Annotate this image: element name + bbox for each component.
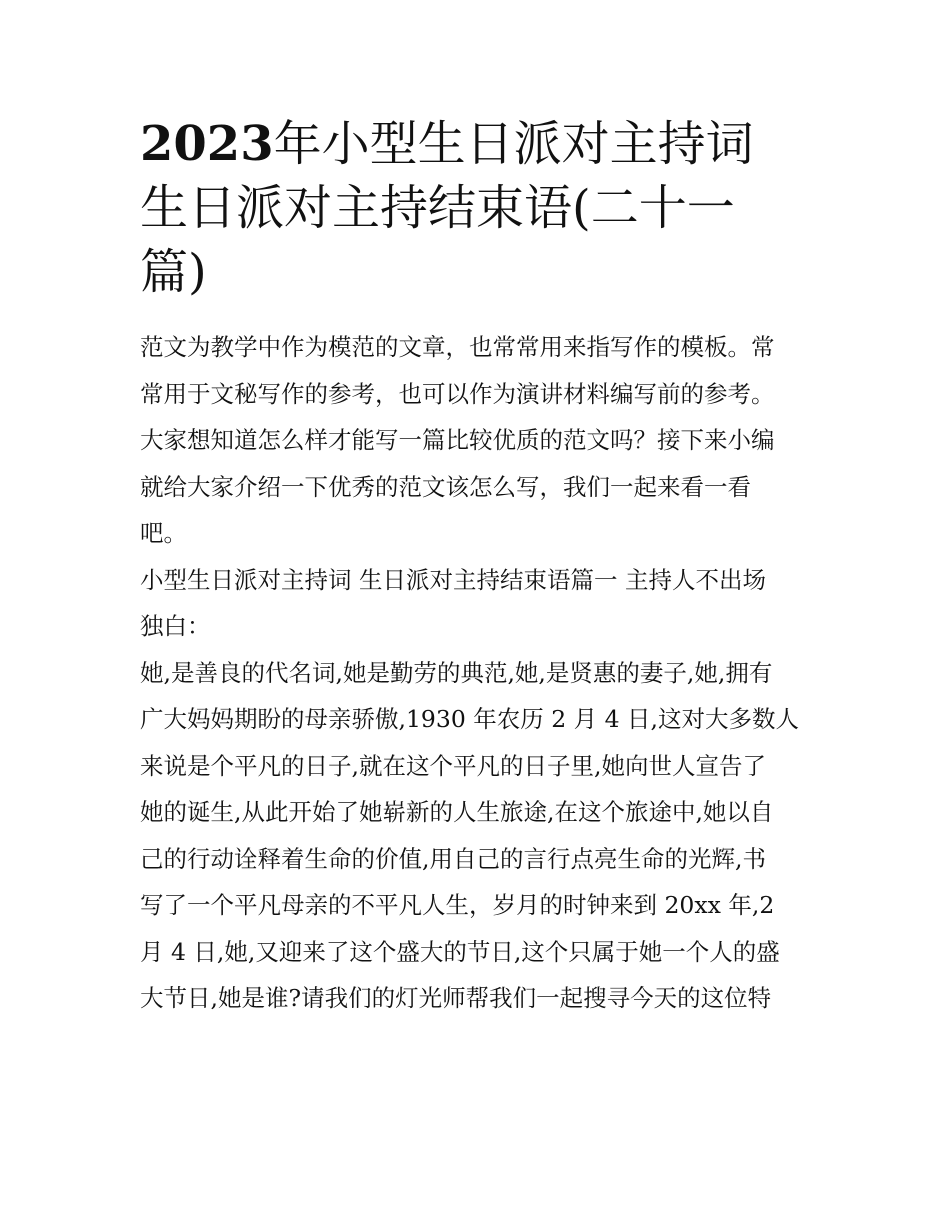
body-line: 她,是善良的代名词,她是勤劳的典范,她,是贤惠的妻子,她,拥有 (140, 658, 773, 687)
body-line: 吧。 (140, 519, 187, 547)
document-page (140, 112, 820, 1022)
body-line: 写了一个平凡母亲的不平凡人生，岁月的时钟来到 20xx 年,2 (140, 891, 775, 919)
body-line: 大节日,她是谁?请我们的灯光师帮我们一起搜寻今天的这位特 (140, 984, 772, 1012)
section-heading-line: 独白： (140, 612, 211, 640)
title-line-1-text: 年小型生日派对主持词 (273, 116, 754, 172)
body-line: 她的诞生,从此开始了她崭新的人生旅途,在这个旅途中,她以自 (140, 798, 774, 826)
title-year: 2023 (140, 116, 274, 172)
title-line-2: 生日派对主持结束语(二十一 (140, 180, 735, 236)
body-line: 月 4 日,她,又迎来了这个盛大的节日,这个只属于她一个人的盛 (140, 937, 780, 966)
document-title (140, 112, 820, 304)
body-line: 广大妈妈期盼的母亲骄傲,1930 年农历 2 月 4 日,这对大多数人 (140, 705, 799, 733)
body-line: 常用于文秘写作的参考，也可以作为演讲材料编写前的参考。 (140, 379, 775, 408)
section-heading-line: 小型生日派对主持词 生日派对主持结束语篇一 主持人不出场 (140, 565, 766, 594)
body-line: 己的行动诠释着生命的价值,用自己的言行点亮生命的光辉,书 (140, 844, 766, 873)
body-line: 来说是个平凡的日子,就在这个平凡的日子里,她向世人宣告了 (140, 751, 766, 780)
body-line: 范文为教学中作为模范的文章，也常常用来指写作的模板。常 (140, 333, 775, 361)
body-line: 大家想知道怎么样才能写一篇比较优质的范文吗？接下来小编 (140, 426, 775, 454)
document-body (140, 324, 820, 1022)
title-line-1 (140, 112, 820, 176)
body-line: 就给大家介绍一下优秀的范文该怎么写，我们一起来看一看 (140, 472, 751, 501)
title-line-3: 篇) (140, 244, 207, 300)
